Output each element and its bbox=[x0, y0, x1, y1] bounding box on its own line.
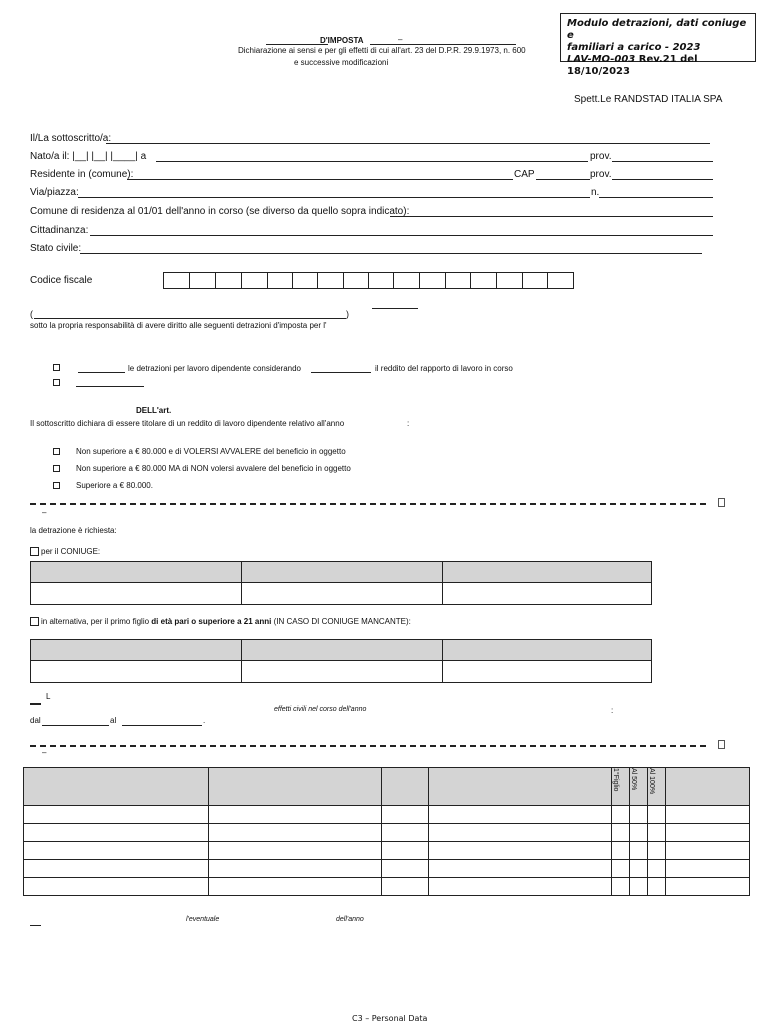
coniuge-header-cell bbox=[242, 562, 443, 583]
figli-cell[interactable] bbox=[24, 860, 209, 878]
option-1-field-b[interactable] bbox=[311, 372, 371, 373]
figli-cell[interactable] bbox=[209, 860, 382, 878]
figli-header-cell bbox=[24, 768, 209, 806]
label-comune-residenza: Comune di residenza al 01/01 dell'anno in corso (se diverso da quello sopra indicato): bbox=[30, 206, 410, 217]
figli-header-cell bbox=[382, 768, 429, 806]
figli-cell[interactable] bbox=[648, 878, 666, 896]
box-line-1: Modulo detrazioni, dati coniuge e bbox=[567, 18, 747, 41]
divider-end-icon bbox=[718, 740, 725, 749]
figlio-table bbox=[30, 639, 652, 683]
paren-close: ) bbox=[346, 309, 349, 319]
figli-cell[interactable] bbox=[429, 824, 612, 842]
figlio-alt-label bbox=[41, 617, 411, 626]
label-prov-1: prov. bbox=[590, 151, 612, 162]
comune-residenza-field[interactable] bbox=[390, 216, 713, 217]
box-revision: Rev.21 del 18/10/2023 bbox=[567, 54, 698, 77]
reddito-opt-3: Superiore a € 80.000. bbox=[76, 481, 153, 490]
section-divider-1 bbox=[30, 503, 706, 505]
residente-field[interactable] bbox=[127, 179, 513, 180]
paren-open: ( bbox=[30, 309, 33, 319]
figli-row bbox=[24, 842, 750, 860]
figli-cell[interactable] bbox=[666, 860, 750, 878]
cf-cell[interactable] bbox=[368, 272, 394, 289]
figlio-alt-bold: di età pari o superiore a 21 anni bbox=[151, 617, 272, 626]
figli-cell[interactable] bbox=[24, 824, 209, 842]
figlio-cell[interactable] bbox=[443, 661, 652, 683]
responsibility-text: sotto la propria responsabilità di avere diritto alle seguenti detrazioni d'imposta per l' bbox=[30, 321, 327, 330]
figli-cell[interactable] bbox=[666, 806, 750, 824]
reddito-opt-3-checkbox[interactable] bbox=[53, 482, 60, 489]
figli-cell[interactable] bbox=[209, 824, 382, 842]
art-colon: : bbox=[407, 419, 410, 428]
option-1-end: il reddito del rapporto di lavoro in corso bbox=[375, 364, 513, 373]
figlio-cell[interactable] bbox=[31, 661, 242, 683]
cf-cell[interactable] bbox=[189, 272, 216, 289]
figli-cell[interactable] bbox=[612, 824, 630, 842]
coniuge-header-cell bbox=[443, 562, 652, 583]
figli-cell[interactable] bbox=[382, 878, 429, 896]
header-dash: – bbox=[398, 35, 403, 44]
cf-cell[interactable] bbox=[163, 272, 190, 289]
figli-cell[interactable] bbox=[666, 878, 750, 896]
al-dot: . bbox=[203, 716, 206, 725]
col-al-100: Al 100% bbox=[648, 768, 655, 795]
cf-cell[interactable] bbox=[419, 272, 446, 289]
figli-cell[interactable] bbox=[24, 806, 209, 824]
classification-label: C3 – Personal Data bbox=[352, 1014, 428, 1023]
label-numero: n. bbox=[591, 187, 600, 198]
figli-cell[interactable] bbox=[630, 878, 648, 896]
reddito-opt-1: Non superiore a € 80.000 e di VOLERSI AVVALERE del beneficio in oggetto bbox=[76, 447, 346, 456]
coniuge-cell[interactable] bbox=[242, 583, 443, 605]
figli-cell[interactable] bbox=[24, 878, 209, 896]
cf-cell[interactable] bbox=[496, 272, 523, 289]
declaration-field[interactable] bbox=[34, 318, 346, 319]
label-stato-civile: Stato civile: bbox=[30, 243, 82, 254]
label-dal: dal bbox=[30, 716, 41, 725]
figli-cell[interactable] bbox=[382, 860, 429, 878]
figli-cell[interactable] bbox=[209, 842, 382, 860]
option-1-field-a[interactable] bbox=[78, 372, 125, 373]
figli-cell[interactable] bbox=[429, 878, 612, 896]
figli-cell[interactable] bbox=[612, 842, 630, 860]
label-codice-fiscale: Codice fiscale bbox=[30, 275, 93, 286]
figli-header-cell bbox=[666, 768, 750, 806]
figli-cell[interactable] bbox=[429, 842, 612, 860]
prov-residenza-field[interactable] bbox=[612, 179, 713, 180]
label-residente: Residente in (comune): bbox=[30, 169, 134, 180]
figli-row bbox=[24, 824, 750, 842]
prov-nascita-field[interactable] bbox=[612, 161, 713, 162]
art-intro: Il sottoscritto dichiara di essere titolare di un reddito di lavoro dipendente relativo all'anno bbox=[30, 419, 345, 428]
option-2-checkbox[interactable] bbox=[53, 379, 60, 386]
document-code-box bbox=[560, 13, 756, 77]
figli-cell[interactable] bbox=[382, 806, 429, 824]
header-title: D'IMPOSTA bbox=[320, 36, 364, 45]
label-prov-2: prov. bbox=[590, 169, 612, 180]
cittadinanza-field[interactable] bbox=[90, 235, 713, 236]
dal-field[interactable] bbox=[42, 725, 109, 726]
header-subtitle-2: e successive modificazioni bbox=[294, 58, 389, 67]
label-nato: Nato/a il: |__| |__| |____| a bbox=[30, 151, 147, 162]
figli-cell[interactable] bbox=[630, 842, 648, 860]
figlio-alt-suffix: (IN CASO DI CONIUGE MANCANTE): bbox=[273, 617, 411, 626]
numero-field[interactable] bbox=[599, 197, 713, 198]
label-cap: CAP bbox=[514, 169, 535, 180]
cf-cell[interactable] bbox=[292, 272, 318, 289]
figli-cell[interactable] bbox=[648, 860, 666, 878]
figli-header-primo bbox=[612, 768, 630, 806]
figli-row bbox=[24, 806, 750, 824]
figlio-cell[interactable] bbox=[242, 661, 443, 683]
coniuge-label: per il CONIUGE: bbox=[41, 547, 101, 556]
footer-eventuale: l'eventuale bbox=[186, 916, 220, 923]
effetti-text: effetti civili nel corso dell'anno bbox=[274, 706, 367, 713]
figli-row bbox=[24, 860, 750, 878]
figli-cell[interactable] bbox=[630, 860, 648, 878]
cf-cell[interactable] bbox=[241, 272, 268, 289]
label-via: Via/piazza: bbox=[30, 187, 79, 198]
figli-header-cell bbox=[429, 768, 612, 806]
option-1-text: le detrazioni per lavoro dipendente considerando bbox=[128, 364, 302, 373]
figli-cell[interactable] bbox=[648, 842, 666, 860]
label-al: al bbox=[110, 716, 117, 725]
figli-cell[interactable] bbox=[612, 860, 630, 878]
label-cittadinanza: Cittadinanza: bbox=[30, 225, 89, 236]
cf-cell[interactable] bbox=[317, 272, 344, 289]
addressee: Spett.Le RANDSTAD ITALIA SPA bbox=[574, 94, 723, 105]
coniuge-cell[interactable] bbox=[443, 583, 652, 605]
figli-cell[interactable] bbox=[666, 842, 750, 860]
art-heading: DELL'art. bbox=[136, 406, 172, 415]
cf-cell[interactable] bbox=[522, 272, 548, 289]
figli-cell[interactable] bbox=[630, 824, 648, 842]
luogo-nascita-field[interactable] bbox=[156, 161, 588, 162]
box-line-2: familiari a carico - 2023 bbox=[567, 42, 701, 53]
cf-cell[interactable] bbox=[267, 272, 293, 289]
coniuge-table bbox=[30, 561, 652, 605]
via-field[interactable] bbox=[78, 197, 590, 198]
figli-cell[interactable] bbox=[382, 824, 429, 842]
detrazione-intro: la detrazione è richiesta: bbox=[30, 526, 117, 535]
reddito-opt-2: Non superiore a € 80.000 MA di NON volersi avvalere del beneficio in oggetto bbox=[76, 464, 351, 473]
reddito-opt-2-checkbox[interactable] bbox=[53, 465, 60, 472]
divider-end-icon bbox=[718, 498, 725, 507]
cf-cell[interactable] bbox=[470, 272, 497, 289]
effetti-colon: : bbox=[611, 706, 614, 715]
figli-cell[interactable] bbox=[209, 878, 382, 896]
figli-cell[interactable] bbox=[429, 860, 612, 878]
sottoscritto-field[interactable] bbox=[106, 143, 710, 144]
al-field[interactable] bbox=[122, 725, 202, 726]
cf-cell[interactable] bbox=[215, 272, 242, 289]
figli-cell[interactable] bbox=[24, 842, 209, 860]
figli-header-50 bbox=[630, 768, 648, 806]
figlio-header-cell bbox=[242, 640, 443, 661]
figli-header-100 bbox=[648, 768, 666, 806]
coniuge-cell[interactable] bbox=[31, 583, 242, 605]
option-2-field[interactable] bbox=[76, 386, 144, 387]
figli-dash: – bbox=[42, 748, 47, 757]
figli-cell[interactable] bbox=[630, 806, 648, 824]
coniuge-header-cell bbox=[31, 562, 242, 583]
figlio-alt-prefix: in alternativa, per il primo figlio bbox=[41, 617, 150, 626]
reddito-opt-1-checkbox[interactable] bbox=[53, 448, 60, 455]
figli-cell[interactable] bbox=[612, 878, 630, 896]
figli-cell[interactable] bbox=[648, 806, 666, 824]
cf-cell[interactable] bbox=[547, 272, 574, 289]
figli-cell[interactable] bbox=[382, 842, 429, 860]
figli-cell[interactable] bbox=[429, 806, 612, 824]
footer-anno: dell'anno bbox=[336, 916, 364, 923]
cap-field[interactable] bbox=[536, 179, 590, 180]
figli-cell[interactable] bbox=[209, 806, 382, 824]
figli-cell[interactable] bbox=[612, 806, 630, 824]
cf-cell[interactable] bbox=[343, 272, 369, 289]
figli-cell[interactable] bbox=[648, 824, 666, 842]
stato-civile-field[interactable] bbox=[80, 253, 702, 254]
label-sottoscritto: Il/La sottoscritto/a: bbox=[30, 133, 112, 144]
figli-table bbox=[23, 767, 750, 896]
coniuge-checkbox[interactable] bbox=[30, 547, 39, 556]
figlio-checkbox[interactable] bbox=[30, 617, 39, 626]
box-code: LAV-MO-003 bbox=[567, 54, 636, 65]
cf-cell[interactable] bbox=[393, 272, 420, 289]
option-1-checkbox[interactable] bbox=[53, 364, 60, 371]
col-primo-figlio: 1°Figlio bbox=[612, 768, 619, 792]
section-divider-2 bbox=[30, 745, 706, 747]
cf-cell[interactable] bbox=[445, 272, 471, 289]
figlio-header-cell bbox=[443, 640, 652, 661]
figlio-header-cell bbox=[31, 640, 242, 661]
header-subtitle: Dichiarazione ai sensi e per gli effetti di cui all'art. 23 del D.P.R. 29.9.1973, n. 600 bbox=[238, 46, 526, 55]
col-al-50: Al 50% bbox=[630, 768, 637, 791]
figli-header-cell bbox=[209, 768, 382, 806]
figli-cell[interactable] bbox=[666, 824, 750, 842]
figli-row bbox=[24, 878, 750, 896]
coniuge-dash: – bbox=[42, 508, 47, 517]
effetti-mark: L bbox=[46, 692, 51, 701]
